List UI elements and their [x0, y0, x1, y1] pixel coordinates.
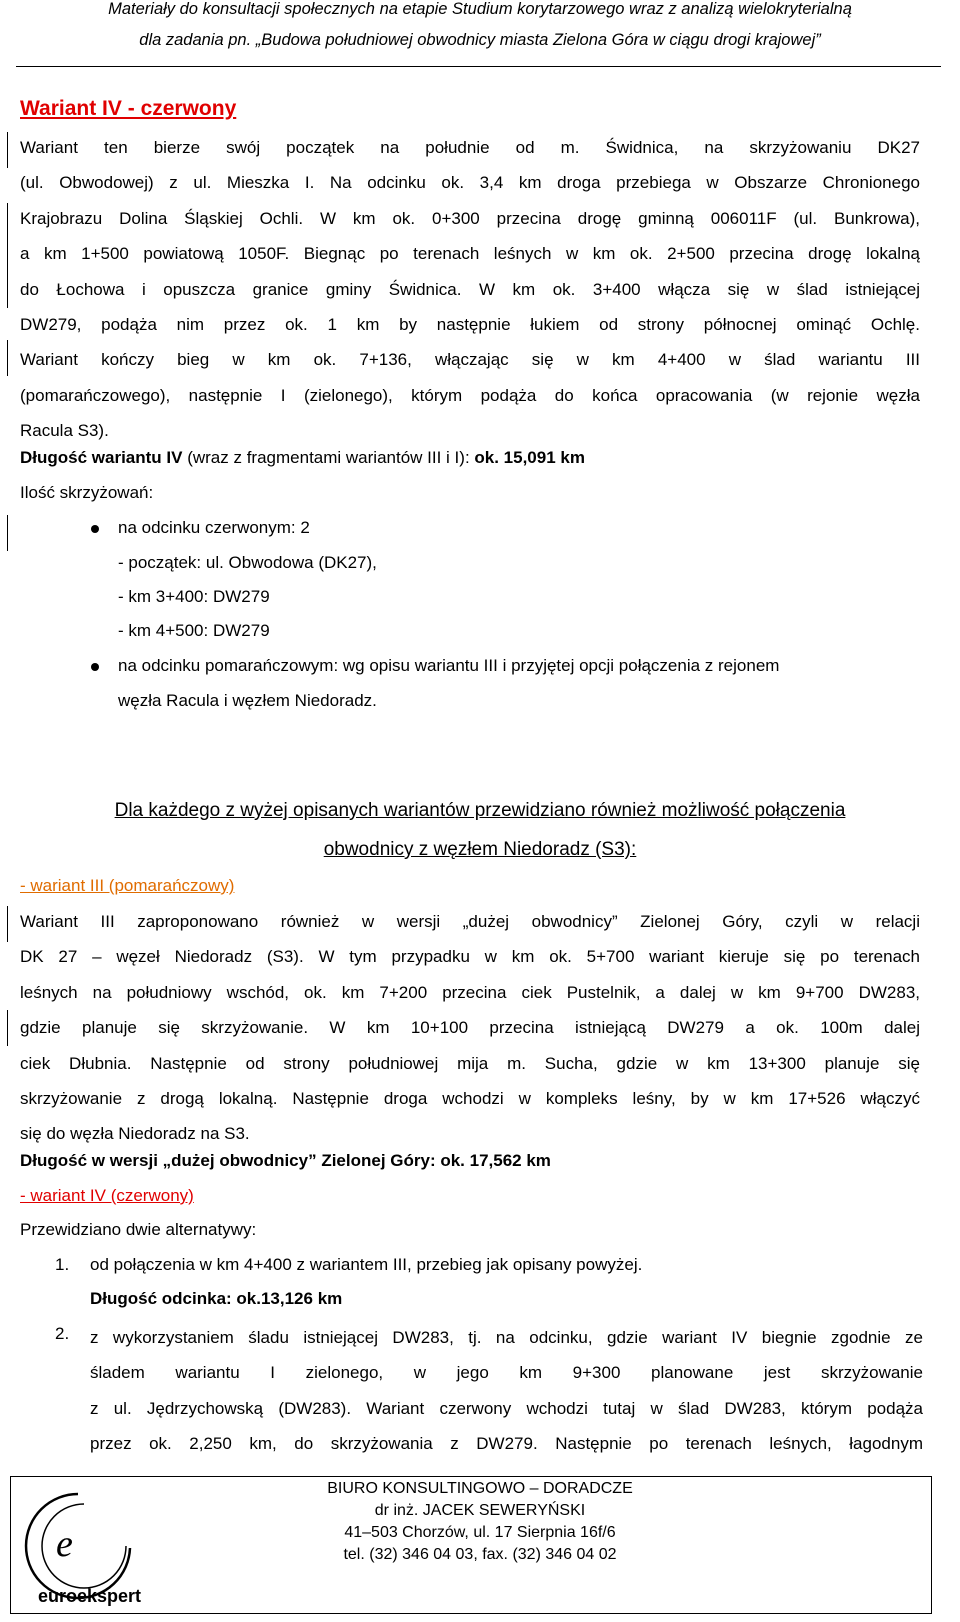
footer-person: dr inż. JACEK SEWERYŃSKI [374, 1502, 586, 1519]
bullet-orange-section-cont: węzła Racula i węzłem Niedoradz. [118, 691, 377, 710]
header-line-2: dla zadania pn. „Budowa południowej obwodnicy miasta Zielona Góra w ciągu drogi krajowej” [139, 31, 821, 49]
bullet-orange-section: na odcinku pomarańczowym: wg opisu wariantu III i przyjętej opcji połączenia z rejonem [118, 656, 780, 675]
crossing-item: - km 3+400: DW279 [118, 587, 270, 606]
bullet-red-section: na odcinku czerwonym: 2 [118, 518, 310, 537]
length-note: (wraz z fragmentami wariantów III i I): [182, 448, 475, 467]
description-line: Wariant ten bierze swój początek na południe od m. Świdnica, na skrzyżowaniu DK27 [20, 138, 920, 157]
variant-length [20, 448, 585, 468]
variant-description [20, 130, 920, 449]
change-bar [7, 237, 8, 273]
change-bar [7, 1010, 8, 1046]
change-bar [7, 203, 8, 239]
change-bar [7, 906, 8, 942]
change-bar [7, 272, 8, 308]
description-line: (pomarańczowego), następnie I (zielonego), którym podąża do końca opracowania (w rejonie węzła [20, 385, 920, 405]
description-line: Krajobrazu Dolina Śląskiej Ochli. W km ok. 0+300 przecina drogę gminną 006011F (ul. Bunkrowa), [20, 208, 920, 228]
length-value: ok. 15,091 km [474, 448, 585, 467]
orange-variant-label: - wariant III (pomarańczowy) [20, 876, 235, 895]
description-line: z wykorzystaniem śladu istniejącej DW283, tj. na odcinku, gdzie wariant IV biegnie zgodnie ze [90, 1328, 923, 1347]
section-title: Wariant IV - czerwony [20, 97, 237, 120]
bullet-icon [91, 525, 99, 533]
list-number: 1. [55, 1255, 70, 1274]
footer-address: 41–503 Chorzów, ul. 17 Sierpnia 16f/6 [344, 1524, 616, 1541]
description-line: DK 27 – węzeł Niedoradz (S3). W tym przypadku w km ok. 5+700 wariant kieruje się po terenach [20, 947, 920, 967]
change-bar [7, 515, 8, 551]
bullet-icon [91, 663, 99, 671]
crossing-item: - km 4+500: DW279 [118, 621, 270, 640]
connection-heading-cont: obwodnicy z węzłem Niedoradz (S3): [323, 839, 637, 860]
crossings-label: Ilość skrzyżowań: [20, 483, 154, 502]
description-line: śladem wariantu I zielonego, w jego km 9+300 planowane jest skrzyżowanie [90, 1363, 923, 1383]
crossing-item: - początek: ul. Obwodowa (DK27), [118, 553, 377, 572]
description-line: Racula S3). [20, 421, 109, 441]
change-bar [7, 132, 8, 168]
alternatives-label: Przewidziano dwie alternatywy: [20, 1220, 257, 1239]
logo-text: euroekspert [38, 1586, 142, 1606]
list-number: 2. [55, 1324, 70, 1343]
description-line: przez ok. 2,250 km, do skrzyżowania z DW279. Następnie po terenach leśnych, łagodnym [90, 1434, 923, 1454]
alternative-1-length: Długość odcinka: ok.13,126 km [90, 1289, 343, 1308]
description-line: się do węzła Niedoradz na S3. [20, 1124, 250, 1144]
red-variant-label: - wariant IV (czerwony) [20, 1186, 194, 1205]
alternative-2 [90, 1320, 923, 1462]
description-line: leśnych na południowy wschód, ok. km 7+200 przecina ciek Pustelnik, a dalej w km 9+700 DW283, [20, 982, 920, 1002]
change-bar [7, 340, 8, 376]
orange-variant-length: Długość w wersji „dużej obwodnicy” Zielonej Góry: ok. 17,562 km [20, 1151, 551, 1170]
description-line: gdzie planuje się skrzyżowanie. W km 10+100 przecina istniejącą DW279 a ok. 100m dalej [20, 1018, 920, 1038]
alternative-1: od połączenia w km 4+400 z wariantem III, przebieg jak opisany powyżej. [90, 1255, 643, 1274]
length-label: Długość wariantu IV [20, 448, 183, 467]
description-line: z ul. Jędrzychowską (DW283). Wariant czerwony wchodzi tutaj w ślad DW283, którym podąża [90, 1398, 923, 1418]
footer-phone: tel. (32) 346 04 03, fax. (32) 346 04 02 [343, 1546, 617, 1563]
description-line: skrzyżowanie z drogą lokalną. Następnie droga wchodzi w kompleks leśny, by w km 17+526 włączyć [20, 1088, 920, 1108]
description-line: DW279, podąża nim przez ok. 1 km by następnie łukiem od strony północnej ominąć Ochlę. [20, 314, 920, 334]
connection-heading: Dla każdego z wyżej opisanych wariantów przewidziano również możliwość połączenia [114, 800, 846, 821]
description-line: Wariant kończy bieg w km ok. 7+136, włączając się w km 4+400 w ślad wariantu III [20, 350, 920, 370]
description-line: a km 1+500 powiatową 1050F. Biegnąc po terenach leśnych w km ok. 2+500 przecina drogę lokalną [20, 244, 920, 264]
orange-variant-description [20, 904, 920, 1152]
description-line: Wariant III zaproponowano również w wersji „dużej obwodnicy” Zielonej Góry, czyli w relacji [20, 912, 920, 931]
footer-company: BIURO KONSULTINGOWO – DORADCZE [327, 1480, 633, 1497]
header-divider [16, 66, 941, 67]
description-line: (ul. Obwodowej) z ul. Mieszka I. Na odcinku ok. 3,4 km droga przebiega w Obszarze Chronionego [20, 173, 920, 193]
description-line: do Łochowa i opuszcza granice gminy Świdnica. W km ok. 3+400 włącza się w ślad istniejącej [20, 279, 920, 299]
header-line-1: Materiały do konsultacji społecznych na etapie Studium korytarzowego wraz z analizą wielokryterialną [108, 0, 852, 18]
description-line: ciek Dłubnia. Następnie od strony południowej mija m. Sucha, gdzie w km 13+300 planuje się [20, 1053, 920, 1073]
svg-text:e: e [56, 1523, 73, 1565]
